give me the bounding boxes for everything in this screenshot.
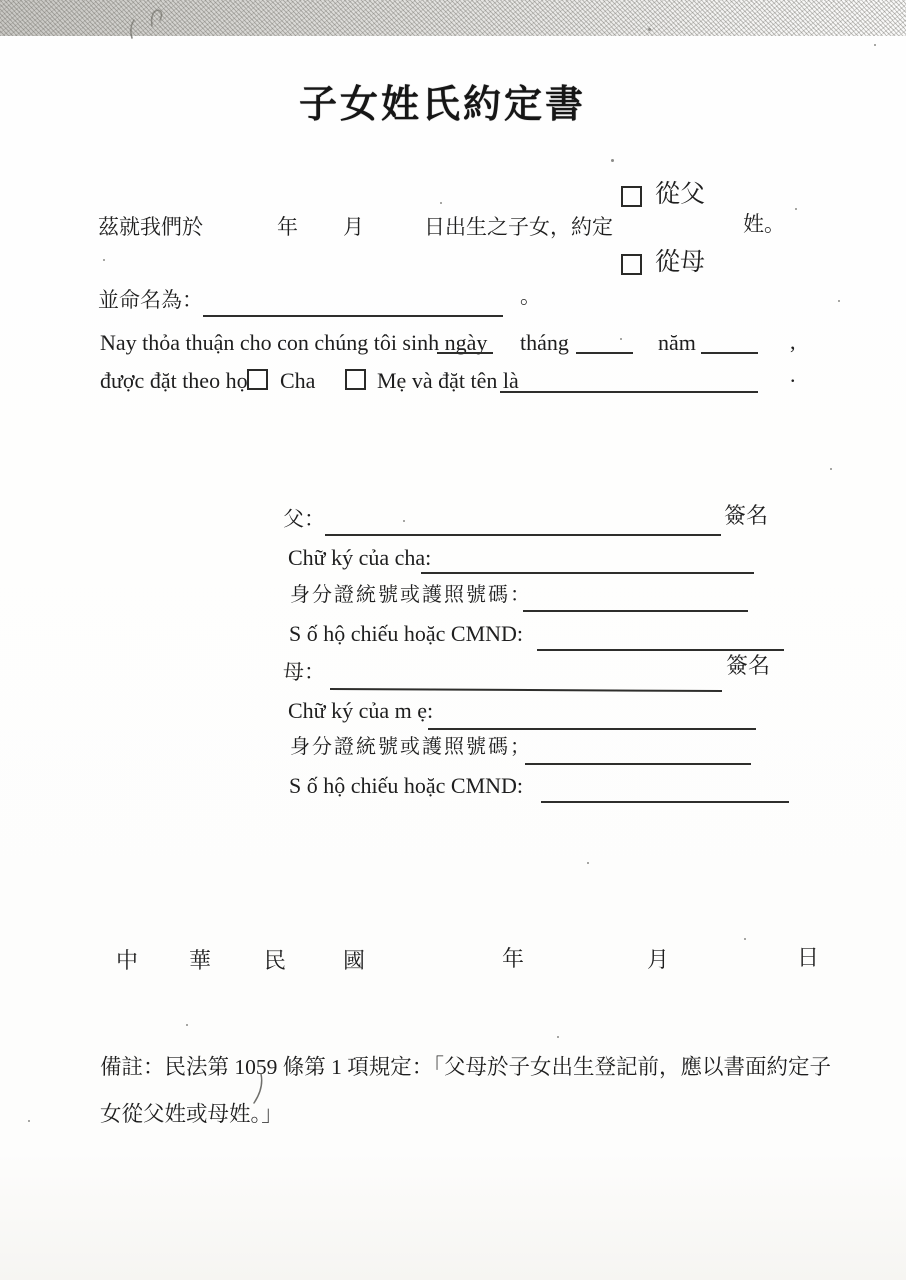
date-year-label: 年 <box>502 946 525 971</box>
note-line-2: 女從父姓或母姓。」 <box>100 1102 283 1126</box>
vn-cha-checkbox[interactable] <box>247 369 268 390</box>
scan-speck <box>795 208 797 210</box>
mother-sign-label: 簽名 <box>726 653 771 678</box>
scan-speck <box>440 202 442 204</box>
scan-speck <box>186 1024 188 1026</box>
vn-thang-label: tháng <box>520 330 569 355</box>
follow-mother-checkbox[interactable] <box>621 254 642 275</box>
vn-child-name-fill-line[interactable] <box>500 391 758 393</box>
father-label: 父： <box>283 507 325 531</box>
vn-cha-label: Cha <box>280 368 316 393</box>
father-signature-label: Chữ ký của cha: <box>288 545 432 570</box>
vn-line1-comma: , <box>790 329 796 354</box>
clause-surname-suffix: 姓。 <box>743 212 785 236</box>
scan-speck <box>830 468 832 470</box>
vn-me-checkbox[interactable] <box>345 369 366 390</box>
scan-speck <box>587 862 589 864</box>
note-line-1: 備註：民法第 1059 條第 1 項規定：「父母於子女出生登記前，應以書面約定子 <box>100 1055 832 1079</box>
mother-passport-label: S ố hộ chiếu hoặc CMND: <box>289 773 524 798</box>
scan-speck <box>744 938 746 940</box>
vn-me-label: Mẹ và đặt tên là <box>377 368 519 393</box>
vn-birthdate-lead: Nay thỏa thuận cho con chúng tôi sinh ngày <box>100 330 488 355</box>
mother-signature-label: Chữ ký của m ẹ: <box>288 698 434 723</box>
date-month-label: 月 <box>647 947 670 972</box>
vn-nam-label: năm <box>658 330 696 355</box>
vn-month-fill-line[interactable] <box>576 352 633 354</box>
mother-id-fill-line[interactable] <box>525 763 751 765</box>
father-sign-label: 簽名 <box>724 503 769 528</box>
roc-char-zhong: 中 <box>116 948 139 973</box>
vn-day-fill-line[interactable] <box>437 352 493 354</box>
father-id-fill-line[interactable] <box>523 610 748 612</box>
father-id-label: 身分證統號或護照號碼： <box>290 584 532 606</box>
naming-period: 。 <box>520 284 541 308</box>
scan-speck <box>838 300 840 302</box>
scan-speck <box>557 1036 559 1038</box>
roc-char-hua: 華 <box>189 948 212 973</box>
scan-speck <box>620 338 622 340</box>
mother-label: 母： <box>283 660 325 684</box>
scan-speck <box>28 1120 30 1122</box>
scan-speck <box>874 44 876 46</box>
form-title: 子女姓氏約定書 <box>299 84 587 126</box>
follow-father-label: 從父 <box>655 181 706 208</box>
child-name-fill-line[interactable] <box>203 315 503 317</box>
vn-surname-lead: được đặt theo họ <box>100 368 248 393</box>
father-passport-fill-line[interactable] <box>537 649 784 651</box>
mother-signature-fill-line[interactable] <box>428 728 756 730</box>
clause-year-label: 年 <box>277 215 298 239</box>
pen-stroke-mark <box>250 1072 266 1106</box>
mother-passport-fill-line[interactable] <box>541 801 789 803</box>
father-name-fill-line[interactable] <box>325 534 721 536</box>
roc-char-min: 民 <box>264 948 287 973</box>
clause-lead: 茲就我們於 <box>98 215 203 239</box>
scan-speck <box>611 159 614 162</box>
scan-noise-band <box>0 0 906 36</box>
scan-speck <box>103 259 105 261</box>
date-day-label: 日 <box>797 945 820 970</box>
clause-month-label: 月 <box>343 215 364 239</box>
follow-father-checkbox[interactable] <box>621 186 642 207</box>
clause-mid: 日出生之子女，約定 <box>424 215 613 239</box>
scan-speck <box>403 520 405 522</box>
roc-char-guo: 國 <box>343 948 366 973</box>
vn-line2-period: . <box>790 362 796 387</box>
father-passport-label: S ố hộ chiếu hoặc CMND: <box>289 621 524 646</box>
mother-id-label: 身分證統號或護照號碼； <box>290 736 532 758</box>
vn-year-fill-line[interactable] <box>701 352 758 354</box>
father-signature-fill-line[interactable] <box>421 572 754 574</box>
follow-mother-label: 從母 <box>655 249 706 276</box>
naming-label: 並命名為： <box>98 288 203 312</box>
mother-name-fill-line[interactable] <box>330 688 722 692</box>
